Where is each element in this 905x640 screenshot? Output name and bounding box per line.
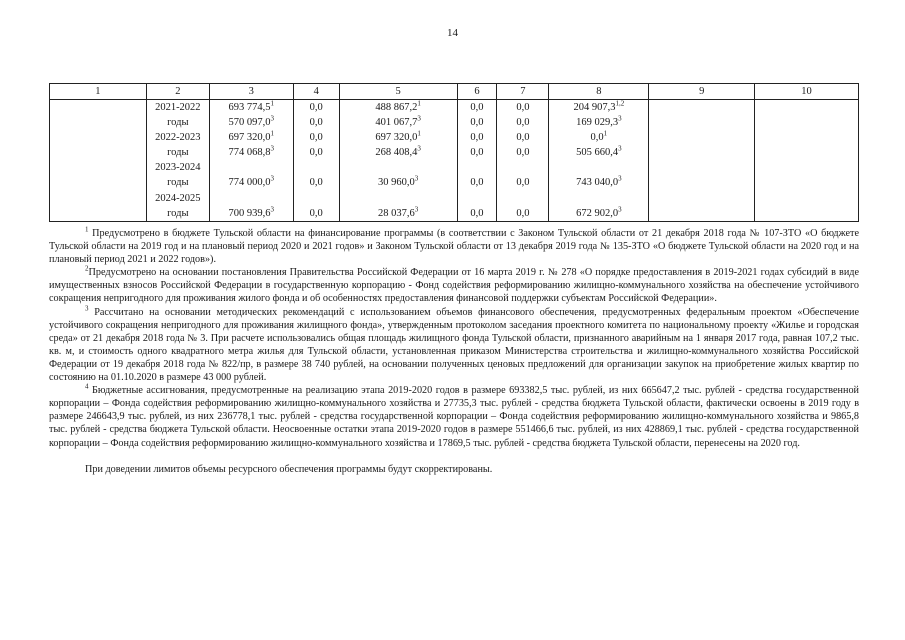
footnote-text: Предусмотрено на основании постановления Правительства Российской Федерации от 16 марта 2019 г. № 278 «О порядке предоставления в 2019-2021 годах субсидий в виде имущественных взносов Российской Федерации в государственную корпорацию - Фонд содействия реформированию жилищно-коммунального хозяйства на обеспечение устойчивого сокращения непригодного для проживания жилого фонда и об особенностях предоставления финансовой поддержки субъектам Российской Федерации». xyxy=(49,267,859,305)
table-cell xyxy=(497,100,548,115)
column-header: 4 xyxy=(293,84,339,100)
cell-value: 0,0 xyxy=(516,177,530,189)
table-cell xyxy=(294,130,339,145)
cell-value: 697 320,0 xyxy=(228,132,271,144)
cell-value: 774 000,0 xyxy=(228,177,271,189)
table-cell xyxy=(294,175,339,190)
cell-value: 204 907,3 xyxy=(573,102,616,113)
table-cell xyxy=(458,145,497,160)
column-header: 8 xyxy=(549,84,649,100)
table-cell xyxy=(147,100,209,115)
cell-footnote-ref: 1 xyxy=(417,99,421,108)
table-cell xyxy=(210,130,293,145)
cell-footnote-ref: 3 xyxy=(618,114,622,123)
resource-table xyxy=(49,83,859,222)
col-6-column xyxy=(457,100,497,222)
table-cell xyxy=(294,191,339,206)
cell-value: 0,0 xyxy=(470,177,484,189)
table-cell xyxy=(549,191,648,206)
table-cell xyxy=(147,206,209,221)
table-cell xyxy=(147,130,209,145)
table-cell xyxy=(497,130,548,145)
cell-footnote-ref: 3 xyxy=(618,205,622,214)
cell-value: 2024-2025 xyxy=(155,192,201,204)
column-header: 7 xyxy=(497,84,549,100)
table-cell xyxy=(294,100,339,115)
column-header: 2 xyxy=(146,84,209,100)
table-cell xyxy=(147,175,209,190)
cell-value: 0,0 xyxy=(470,147,484,159)
table-cell xyxy=(549,100,648,115)
table-cell xyxy=(340,175,457,190)
table-body-row xyxy=(50,100,859,222)
cell-value: годы xyxy=(167,147,189,159)
cell-footnote-ref: 1 xyxy=(603,129,608,138)
page-number: 14 xyxy=(447,27,458,39)
table-cell xyxy=(210,115,293,130)
table-cell xyxy=(210,206,293,221)
table-cell xyxy=(147,160,209,175)
table-cell xyxy=(549,160,648,175)
table-cell xyxy=(497,206,548,221)
column-header: 5 xyxy=(339,84,457,100)
footnote-marker: 2 xyxy=(85,264,89,273)
table-cell xyxy=(458,206,497,221)
cell-footnote-ref: 3 xyxy=(270,114,274,123)
cell-value: годы xyxy=(167,117,189,129)
table-cell xyxy=(294,115,339,130)
footnote-3 xyxy=(49,306,859,385)
table-cell xyxy=(497,145,548,160)
cell-value: 0,0 xyxy=(516,117,530,129)
table-cell xyxy=(497,175,548,190)
column-header: 9 xyxy=(649,84,755,100)
cell-value: 488 867,2 xyxy=(375,102,418,113)
cell-value: 0,0 xyxy=(470,207,484,219)
column-header: 3 xyxy=(209,84,293,100)
footnote-marker: 4 xyxy=(85,382,89,391)
footnote-4 xyxy=(49,384,859,449)
cell-value: 570 097,0 xyxy=(228,117,271,129)
cell-value: годы xyxy=(167,207,189,219)
table-cell xyxy=(340,100,457,115)
cell-footnote-ref: 1 xyxy=(417,129,421,138)
table-cell xyxy=(458,100,497,115)
cell-value: 0,0 xyxy=(470,117,484,129)
cell-footnote-ref: 3 xyxy=(618,144,622,153)
cell-value: 30 960,0 xyxy=(377,177,415,189)
column-header: 6 xyxy=(457,84,497,100)
col-7-column xyxy=(497,100,549,222)
table-cell xyxy=(210,160,293,175)
cell-value: 743 040,0 xyxy=(576,177,619,189)
cell-footnote-ref: 3 xyxy=(270,174,274,183)
table-cell xyxy=(549,130,648,145)
table-cell xyxy=(497,115,548,130)
table-cell xyxy=(458,115,497,130)
table-cell xyxy=(210,191,293,206)
cell-value: 0,0 xyxy=(516,207,530,219)
table-cell xyxy=(549,115,648,130)
footnote-text: Бюджетные ассигнования, предусмотренные на реализацию этапа 2019-2020 годов в размере 693382,5 тыс. рублей, из них 665647,2 тыс. рублей - средства государственной корпорации – Фонда содействия реформированию жилищно-коммунального хозяйства и 27735,3 тыс. рублей - средства бюджета Тульской области, фактически освоены в 2019 году в размере 246643,9 тыс. рублей, из них 236778,1 тыс. рублей - средства государственной корпорации – Фонда содействия реформированию жилищно-коммунального хозяйства и 9865,8 тыс. рублей - средства бюджета Тульской области. Неосвоенные остатки этапа 2019-2020 годов в размере 551466,6 тыс. рублей, из них 428869,1 тыс. рублей - средства государственной корпорации – Фонда содействия реформированию жилищно-коммунального хозяйства и 17869,5 тыс. рублей - средства бюджета Тульской области, перенесены на 2020 год. xyxy=(49,385,859,449)
cell-footnote-ref: 3 xyxy=(270,144,274,153)
table-cell xyxy=(340,145,457,160)
table-cell xyxy=(340,191,457,206)
cell-value: 0,0 xyxy=(470,102,484,113)
col-1-cell xyxy=(50,100,147,222)
cell-value: 697 320,0 xyxy=(375,132,418,144)
cell-footnote-ref: 3 xyxy=(417,114,421,123)
table-cell xyxy=(147,145,209,160)
table-cell xyxy=(497,160,548,175)
cell-footnote-ref: 1 xyxy=(270,99,274,108)
cell-value: 505 660,4 xyxy=(576,147,619,159)
cell-footnote-ref: 3 xyxy=(414,205,419,214)
cell-value: 672 902,0 xyxy=(576,207,619,219)
cell-footnote-ref: 1 xyxy=(270,129,274,138)
cell-value: 0,0 xyxy=(516,102,530,113)
footnote-text: Рассчитано на основании методических рекомендаций с использованием объемов финансового обеспечения, предусмотренных федеральным проектом «Обеспечение устойчивого сокращения непригодного для проживания жилищного фонда», утвержденным протоколом заседания проектного комитета по национальному проекту «Жилье и городская среда» от 21 декабря 2018 года № 3. При расчете использовались общая площадь жилищного фонда Тульской области, признанного аварийным на 1 января 2017 года, равная 107,2 тыс. кв. м, и стоимость одного квадратного метра жилья для Тульской области, установленная приказом Министерства строительства и жилищно-коммунального хозяйства Российской Федерации от 19 декабря 2018 года № 822/пр, в размере 38 740 рублей, на основании полученных ценовых предложений для организации закупок на приобретение жилых квартир по состоянию на 01.10.2020 в размере 43 000 рублей. xyxy=(49,306,859,384)
period-column xyxy=(146,100,209,222)
table-cell xyxy=(147,191,209,206)
table-cell xyxy=(497,191,548,206)
cell-value: 169 029,3 xyxy=(576,117,619,129)
table-cell xyxy=(549,206,648,221)
table-cell xyxy=(294,206,339,221)
col-5-column xyxy=(339,100,457,222)
cell-value: 0,0 xyxy=(309,102,323,113)
table-cell xyxy=(458,160,497,175)
cell-footnote-ref: 3 xyxy=(270,205,274,214)
table-cell xyxy=(549,145,648,160)
cell-value: 0,0 xyxy=(309,207,323,219)
cell-value: 0,0 xyxy=(309,177,323,189)
cell-value: 0,0 xyxy=(590,132,604,144)
table-cell xyxy=(340,130,457,145)
table-cell xyxy=(340,115,457,130)
footnote-text: Предусмотрено в бюджете Тульской области на финансирование программы (в соответствии с Законом Тульской области от 21 декабря 2018 года № 107-ЗТО «О бюджете Тульской области на 2019 год и на плановый период 2020 и 2021 годов» и Законом Тульской области от 13 декабря 2019 года № 135-ЗТО «О бюджете Тульской области на 2020 год и на плановый период 2021 и 2022 годов»). xyxy=(49,228,859,266)
table-cell xyxy=(210,145,293,160)
cell-value: 0,0 xyxy=(516,132,530,144)
cell-value: 401 067,7 xyxy=(375,117,418,129)
cell-value: 2022-2023 xyxy=(155,132,201,144)
col-9-cell xyxy=(649,100,755,222)
table-cell xyxy=(210,175,293,190)
cell-value: 2023-2024 xyxy=(155,162,201,174)
cell-value: 2021-2022 xyxy=(155,102,201,113)
footnote-2 xyxy=(49,266,859,305)
cell-value: 28 037,6 xyxy=(377,207,415,219)
cell-value: 0,0 xyxy=(309,147,323,159)
table-cell xyxy=(549,175,648,190)
cell-footnote-ref: 3 xyxy=(414,174,419,183)
footnote-1 xyxy=(49,227,859,266)
cell-value: 0,0 xyxy=(309,132,323,144)
total-column xyxy=(209,100,293,222)
column-header: 10 xyxy=(755,84,859,100)
cell-footnote-ref: 1,2 xyxy=(615,99,625,108)
table-cell xyxy=(458,191,497,206)
col-8-column xyxy=(549,100,649,222)
cell-value: 693 774,5 xyxy=(228,102,271,113)
table-cell xyxy=(340,160,457,175)
column-header: 1 xyxy=(50,84,147,100)
footnotes-section xyxy=(49,227,859,476)
cell-footnote-ref: 3 xyxy=(618,174,622,183)
table-header-row xyxy=(50,84,859,100)
table-cell xyxy=(294,160,339,175)
closing-note: При доведении лимитов объемы ресурсного обеспечения программы будут скорректированы. xyxy=(85,463,493,475)
table-cell xyxy=(458,130,497,145)
table-cell xyxy=(340,206,457,221)
cell-value: 700 939,6 xyxy=(228,207,271,219)
cell-value: 0,0 xyxy=(516,147,530,159)
table-cell xyxy=(294,145,339,160)
cell-value: 774 068,8 xyxy=(228,147,271,159)
cell-footnote-ref: 3 xyxy=(417,144,421,153)
table-cell xyxy=(210,100,293,115)
cell-value: 0,0 xyxy=(309,117,323,129)
footnote-marker: 3 xyxy=(85,304,89,313)
table-cell xyxy=(458,175,497,190)
cell-value: 268 408,4 xyxy=(375,147,418,159)
cell-value: годы xyxy=(167,177,189,189)
col-4-column xyxy=(293,100,339,222)
cell-value: 0,0 xyxy=(470,132,484,144)
col-10-cell xyxy=(755,100,859,222)
footnote-marker: 1 xyxy=(85,225,89,234)
table-cell xyxy=(147,115,209,130)
